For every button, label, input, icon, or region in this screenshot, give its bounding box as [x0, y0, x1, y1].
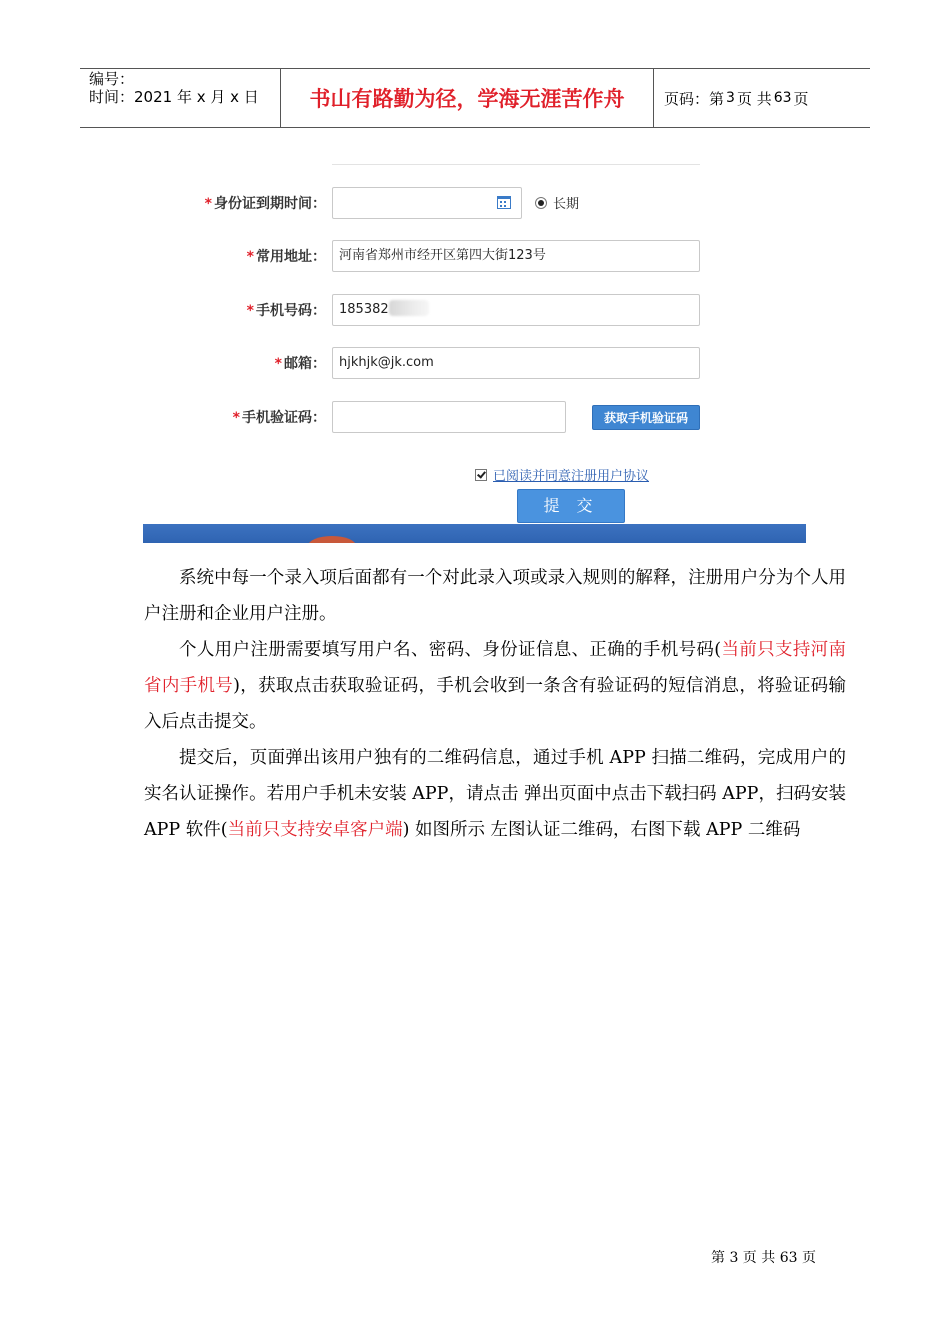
- number-label: 编号：: [89, 70, 135, 88]
- paragraph-3-highlight: 当前只支持安卓客户端: [227, 820, 403, 840]
- header-meta: [80, 69, 281, 127]
- paragraph-2-text-end: )，获取点击获取验证码，手机会收到一条含有验证码的短信消息，将验证码输入后点击提交。: [144, 676, 846, 732]
- id-expiry-input[interactable]: [332, 187, 522, 219]
- required-star: *: [204, 196, 212, 212]
- required-star: *: [246, 303, 254, 319]
- id-expiry-label: [205, 187, 326, 221]
- sms-code-input[interactable]: [332, 401, 566, 433]
- page-info-prefix: 页码：第: [664, 89, 725, 108]
- document-header: [80, 68, 870, 128]
- required-star: *: [246, 249, 254, 265]
- phone-row: [143, 294, 806, 328]
- body-text: [144, 560, 846, 848]
- divider: [332, 164, 700, 165]
- id-expiry-row: [143, 187, 806, 221]
- header-motto: 书山有路勤为径，学海无涯苦作舟: [281, 69, 654, 127]
- emblem-icon: [308, 536, 356, 543]
- long-term-option[interactable]: [535, 193, 579, 212]
- required-star: *: [232, 410, 240, 426]
- page-total: 63: [773, 90, 792, 106]
- phone-label-text: 手机号码：: [256, 303, 326, 319]
- sms-code-label: [233, 401, 326, 435]
- paragraph-3-text-end: ) 如图所示 左图认证二维码，右图下载 APP 二维码: [402, 820, 801, 840]
- email-label: [275, 347, 326, 381]
- paragraph-2-highlight: 当前只支持河南省内手机号: [144, 640, 847, 696]
- address-label-text: 常用地址：: [256, 249, 326, 265]
- address-label: [247, 240, 326, 274]
- paragraph-1: 系统中每一个录入项后面都有一个对此录入项或录入规则的解释，注册用户分为个人用户注册和企业用户注册。: [144, 568, 846, 624]
- address-input[interactable]: 河南省郑州市经开区第四大街123号: [332, 240, 700, 272]
- email-label-text: 邮箱：: [284, 356, 326, 372]
- long-term-radio[interactable]: [535, 197, 547, 209]
- time-label: 时间：2021 年 x 月 x 日: [89, 88, 259, 106]
- agreement-link[interactable]: 已阅读并同意注册用户协议: [493, 469, 650, 484]
- long-term-label: 长期: [553, 197, 580, 212]
- registration-form-screenshot: [143, 150, 806, 543]
- email-input[interactable]: hjkhjk@jk.com: [332, 347, 700, 379]
- address-row: [143, 240, 806, 274]
- sms-code-label-text: 手机验证码：: [242, 410, 326, 426]
- required-star: *: [274, 356, 282, 372]
- agreement-checkbox[interactable]: [475, 469, 487, 481]
- phone-value: 185382: [339, 302, 389, 317]
- redacted-blur: [389, 300, 429, 316]
- page-info-suffix: 页: [793, 89, 809, 108]
- id-expiry-label-text: 身份证到期时间：: [214, 196, 326, 212]
- paragraph-3: [144, 740, 846, 848]
- footer-banner: [143, 524, 806, 543]
- header-page-info: [654, 69, 870, 127]
- email-row: [143, 347, 806, 381]
- paragraph-2-text: 个人用户注册需要填写用户名、密码、身份证信息、正确的手机号码(: [179, 640, 722, 660]
- sms-code-row: [143, 401, 806, 435]
- page-current: 3: [726, 90, 735, 106]
- agreement-checkbox-row[interactable]: [475, 465, 649, 484]
- page-footer: 第 3 页 共 63 页: [711, 1250, 816, 1266]
- get-sms-code-button[interactable]: 获取手机验证码: [592, 405, 700, 430]
- paragraph-3-text: 提交后，页面弹出该用户独有的二维码信息，通过手机 APP 扫描二维码，完成用户的实名认证操作。若用户手机未安装 APP，请点击 弹出页面中点击下载扫码 APP，扫码安装 APP 软件(: [144, 748, 846, 840]
- submit-button[interactable]: 提 交: [517, 489, 625, 523]
- phone-input[interactable]: [332, 294, 700, 326]
- page-info-mid: 页 共: [736, 89, 772, 108]
- phone-label: [247, 294, 326, 328]
- paragraph-2: [144, 632, 846, 740]
- calendar-icon[interactable]: [497, 196, 511, 209]
